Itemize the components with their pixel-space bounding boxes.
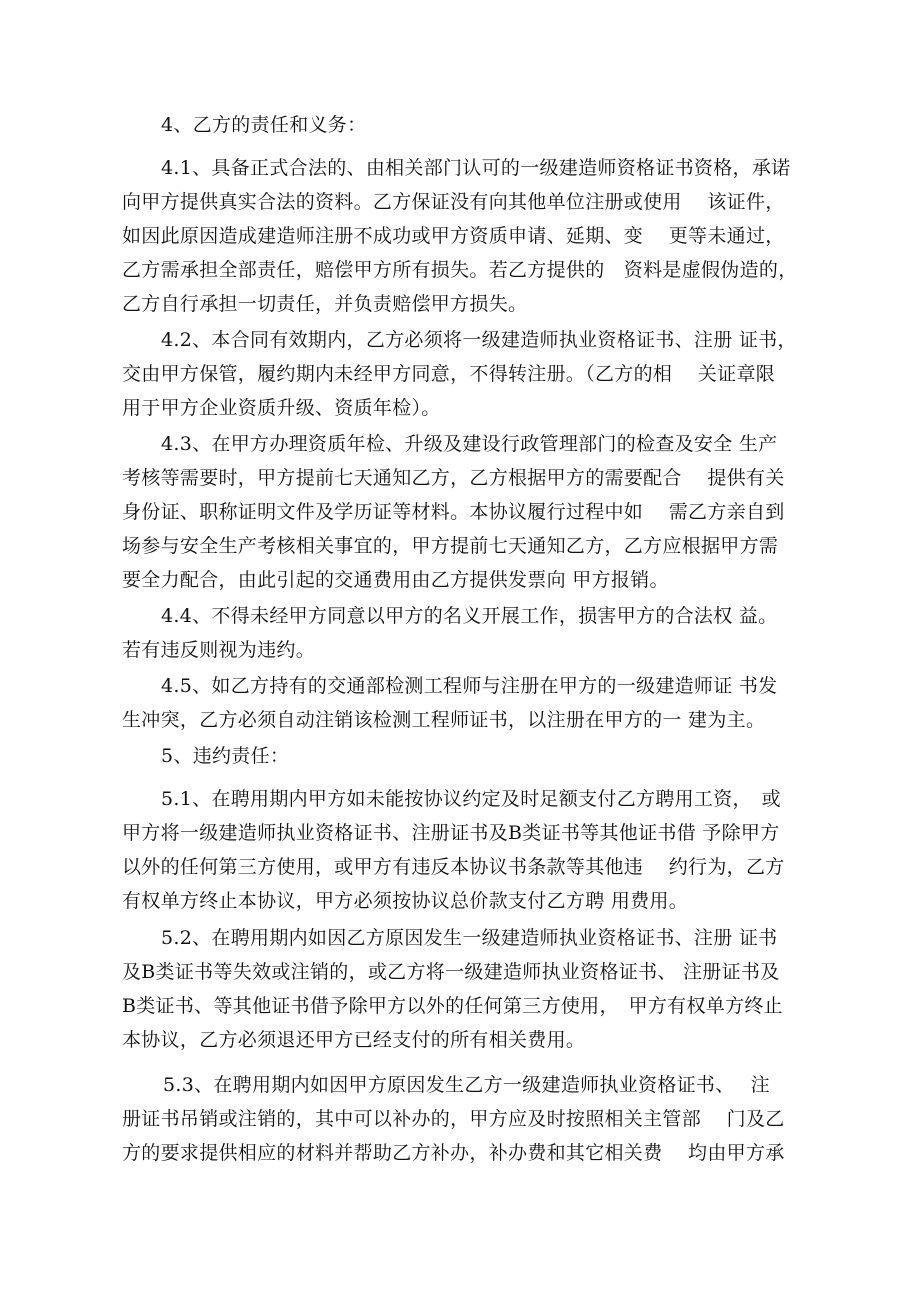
clause-4-3-line: 4.3、在甲方办理资质年检、升级及建设行政管理部门的检查及安全 生产 bbox=[161, 433, 778, 455]
clause-5-2-line: 5.2、在聘用期内如因乙方原因发生一级建造师执业资格证书、注册 证书 bbox=[161, 927, 778, 949]
clause-5-1-line: 5.1、在聘用期内甲方如未能按协议约定及时足额支付乙方聘用工资， 或 bbox=[161, 788, 781, 810]
section-4-heading: 4、乙方的责任和义务： bbox=[161, 114, 367, 136]
clause-4-5-line: 生冲突，乙方必须自动注销该检测工程师证书，以注册在甲方的一 建为主。 bbox=[122, 709, 766, 731]
clause-4-3-line: 考核等需要时，甲方提前七天通知乙方，乙方根据甲方的需要配合 提供有关 bbox=[122, 467, 785, 489]
clause-4-4-line: 若有违反则视为违约。 bbox=[122, 639, 316, 661]
clause-4-1-line: 乙方需承担全部责任，赔偿甲方所有损失。若乙方提供的 资料是虚假伪造的， bbox=[122, 259, 798, 281]
section-5-heading: 5、违约责任： bbox=[161, 745, 290, 767]
clause-4-3-line: 要全力配合，由此引起的交通费用由乙方提供发票向 甲方报销。 bbox=[122, 569, 669, 591]
clause-5-2-line: 及B类证书等失效或注销的，或乙方将一级建造师执业资格证书、 注册证书及 bbox=[122, 961, 780, 983]
clause-4-3-line: 场参与安全生产考核相关事宜的，甲方提前七天通知乙方，乙方应根据甲方需 bbox=[122, 535, 779, 557]
clause-4-2-line: 用于甲方企业资质升级、资质年检）。 bbox=[122, 397, 441, 419]
clause-5-1-line: 甲方将一级建造师执业资格证书、注册证书及B类证书等其他证书借 予除甲方 bbox=[122, 822, 780, 844]
clause-4-3-line: 身份证、职称证明文件及学历证等材料。本协议履行过程中如 需乙方亲自到 bbox=[122, 501, 785, 523]
clause-5-1-line: 以外的任何第三方使用，或甲方有违反本协议书条款等其他违 约行为，乙方 bbox=[122, 856, 785, 878]
clause-5-2-line: 本协议，乙方必须退还甲方已经支付的所有相关费用。 bbox=[122, 1029, 586, 1051]
clause-4-2-line: 4.2、本合同有效期内，乙方必须将一级建造师执业资格证书、注册 证书， bbox=[161, 329, 797, 351]
clause-4-1-line: 4.1、具备正式合法的、由相关部门认可的一级建造师资格证书资格，承诺 bbox=[161, 157, 791, 179]
clause-5-1-line: 有权单方终止本协议，甲方必须按协议总价款支付乙方聘 用费用。 bbox=[122, 890, 689, 912]
clause-4-1-line: 如因此原因造成建造师注册不成功或甲方资质申请、延期、变 更等未通过， bbox=[122, 225, 785, 247]
clause-4-4-line: 4.4、不得未经甲方同意以甲方的名义开展工作，损害甲方的合法权 益。 bbox=[161, 605, 778, 627]
clause-5-2-line: B类证书、等其他证书借予除甲方以外的任何第三方使用， 甲方有权单方终止 bbox=[122, 995, 783, 1017]
clause-4-1-line: 向甲方提供真实合法的资料。乙方保证没有向其他单位注册或使用 该证件， bbox=[122, 191, 785, 213]
clause-5-3-line: 方的要求提供相应的材料并帮助乙方补办，补办费和其它相关费 均由甲方承 bbox=[122, 1142, 785, 1164]
clause-5-3-line: 册证书吊销或注销的，其中可以补办的，甲方应及时按照相关主管部 门及乙 bbox=[122, 1108, 785, 1130]
clause-4-2-line: 交由甲方保管，履约期内未经甲方同意，不得转注册。（乙方的相 关证章限 bbox=[122, 363, 776, 385]
clause-5-3-line: 5.3、在聘用期内如因甲方原因发生乙方一级建造师执业资格证书、 注 bbox=[163, 1074, 770, 1096]
clause-4-1-line: 乙方自行承担一切责任，并负责赔偿甲方损失。 bbox=[122, 293, 528, 315]
clause-4-5-line: 4.5、如乙方持有的交通部检测工程师与注册在甲方的一级建造师证 书发 bbox=[161, 675, 778, 697]
